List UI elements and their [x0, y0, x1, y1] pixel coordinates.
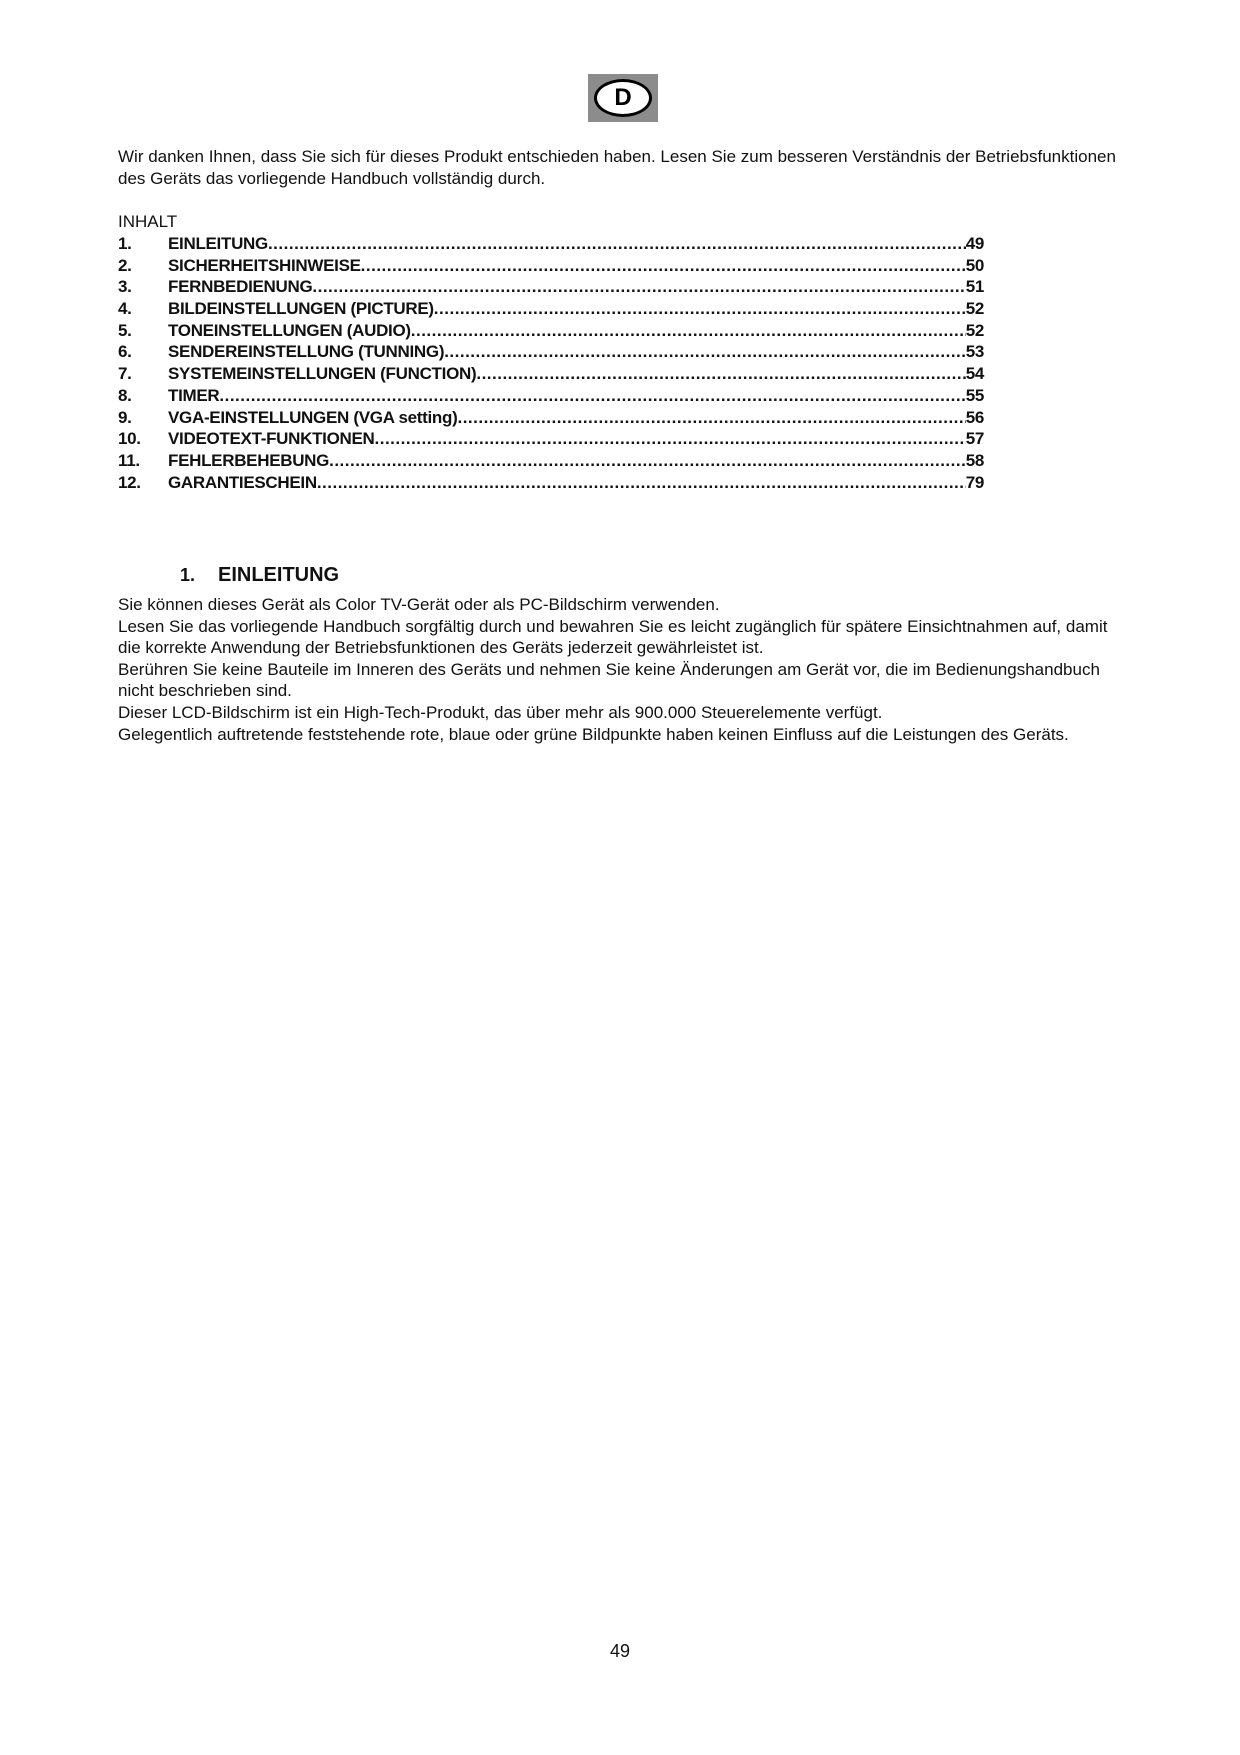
paragraph: Dieser LCD-Bildschirm ist ein High-Tech-Produkt, das über mehr als 900.000 Steuerelemente verfügt.	[118, 702, 883, 722]
toc-item[interactable]	[118, 385, 984, 407]
toc-item[interactable]	[118, 428, 984, 450]
toc-item-page: 54	[965, 364, 984, 384]
toc-item-title: GARANTIESCHEIN	[168, 472, 317, 492]
table-of-contents	[118, 233, 984, 493]
toc-item-page: 51	[965, 277, 984, 297]
toc-leader-dots	[329, 450, 966, 472]
toc-item[interactable]	[118, 298, 984, 320]
page-number: 49	[609, 1641, 631, 1661]
paragraph: Lesen Sie das vorliegende Handbuch sorgfältig durch und bewahren Sie es leicht zugänglich für spätere Einsichtnahmen auf, damit die korrekte Anwendung der Betriebsfunktionen des Geräts jederzeit gewährleistet ist.	[118, 616, 1108, 658]
toc-item[interactable]	[118, 407, 984, 429]
toc-leader-dots	[219, 385, 965, 407]
toc-item[interactable]	[118, 472, 984, 494]
toc-leader-dots	[268, 233, 966, 255]
toc-leader-dots	[317, 472, 966, 494]
toc-item-title: VIDEOTEXT-FUNKTIONEN	[168, 429, 375, 449]
toc-item-number: 2.	[118, 255, 132, 275]
toc-item-page: 58	[965, 450, 984, 470]
toc-item-page: 49	[965, 234, 984, 253]
toc-item-number: 11.	[118, 450, 140, 470]
toc-item-title: FEHLERBEHEBUNG	[168, 450, 330, 470]
toc-heading: INHALT	[118, 212, 178, 231]
section-title: EINLEITUNG	[218, 564, 340, 586]
toc-item-page: 50	[965, 255, 984, 275]
toc-leader-dots	[476, 363, 965, 385]
toc-item-title: EINLEITUNG	[168, 234, 268, 253]
toc-item[interactable]	[118, 320, 984, 342]
toc-item[interactable]	[118, 450, 984, 472]
section-body	[118, 594, 1133, 745]
toc-item[interactable]	[118, 276, 984, 298]
toc-item-title: SYSTEMEINSTELLUNGEN (FUNCTION)	[168, 364, 477, 384]
toc-item[interactable]	[118, 255, 984, 277]
toc-item-number: 4.	[118, 299, 132, 319]
toc-item-number: 10.	[118, 429, 141, 449]
toc-item-page: 79	[965, 472, 984, 492]
toc-item-title: SICHERHEITSHINWEISE	[168, 255, 361, 275]
toc-leader-dots	[444, 341, 966, 363]
section-heading	[180, 562, 339, 588]
toc-item[interactable]	[118, 233, 984, 255]
language-badge	[588, 74, 658, 122]
toc-leader-dots	[361, 255, 966, 277]
toc-item-title: TONEINSTELLUNGEN (AUDIO)	[168, 320, 411, 340]
toc-item-page: 57	[965, 429, 984, 449]
toc-item-title: BILDEINSTELLUNGEN (PICTURE)	[168, 299, 434, 319]
toc-item-number: 8.	[118, 385, 132, 405]
toc-item-number: 1.	[118, 234, 132, 253]
toc-item-title: TIMER	[168, 385, 220, 405]
toc-item-page: 55	[965, 385, 984, 405]
toc-item[interactable]	[118, 363, 984, 385]
toc-item-number: 7.	[118, 364, 132, 384]
paragraph: Sie können dieses Gerät als Color TV-Gerät oder als PC-Bildschirm verwenden.	[118, 595, 720, 614]
paragraph: Berühren Sie keine Bauteile im Inneren des Geräts und nehmen Sie keine Änderungen am Gerät vor, die im Bedienungshandbuch nicht beschrieben sind.	[118, 659, 1100, 701]
toc-item-number: 12.	[118, 472, 141, 492]
toc-item-number: 9.	[118, 407, 132, 427]
toc-leader-dots	[375, 428, 966, 450]
intro-text: Wir danken Ihnen, dass Sie sich für dieses Produkt entschieden haben. Lesen Sie zum besseren Verständnis der Betriebsfunktionen des Geräts das vorliegende Handbuch vollständig durch.	[118, 147, 1116, 188]
section-number: 1.	[180, 565, 196, 585]
toc-item-title: SENDEREINSTELLUNG (TUNNING)	[168, 342, 445, 362]
toc-item-title: VGA-EINSTELLUNGEN (VGA setting)	[168, 407, 458, 427]
toc-leader-dots	[312, 276, 965, 298]
toc-item-page: 56	[965, 407, 984, 427]
toc-item-number: 5.	[118, 320, 132, 340]
language-badge-label: D	[594, 79, 652, 117]
toc-item-page: 53	[965, 342, 984, 362]
toc-item-number: 6.	[118, 342, 132, 362]
toc-item[interactable]	[118, 341, 984, 363]
toc-item-title: FERNBEDIENUNG	[168, 277, 313, 297]
toc-leader-dots	[434, 298, 966, 320]
toc-leader-dots	[457, 407, 965, 429]
toc-item-page: 52	[965, 299, 984, 319]
toc-leader-dots	[411, 320, 966, 342]
toc-item-number: 3.	[118, 277, 132, 297]
toc-item-page: 52	[965, 320, 984, 340]
paragraph: Gelegentlich auftretende feststehende rote, blaue oder grüne Bildpunkte haben keinen Einfluss auf die Leistungen des Geräts.	[118, 724, 1069, 744]
